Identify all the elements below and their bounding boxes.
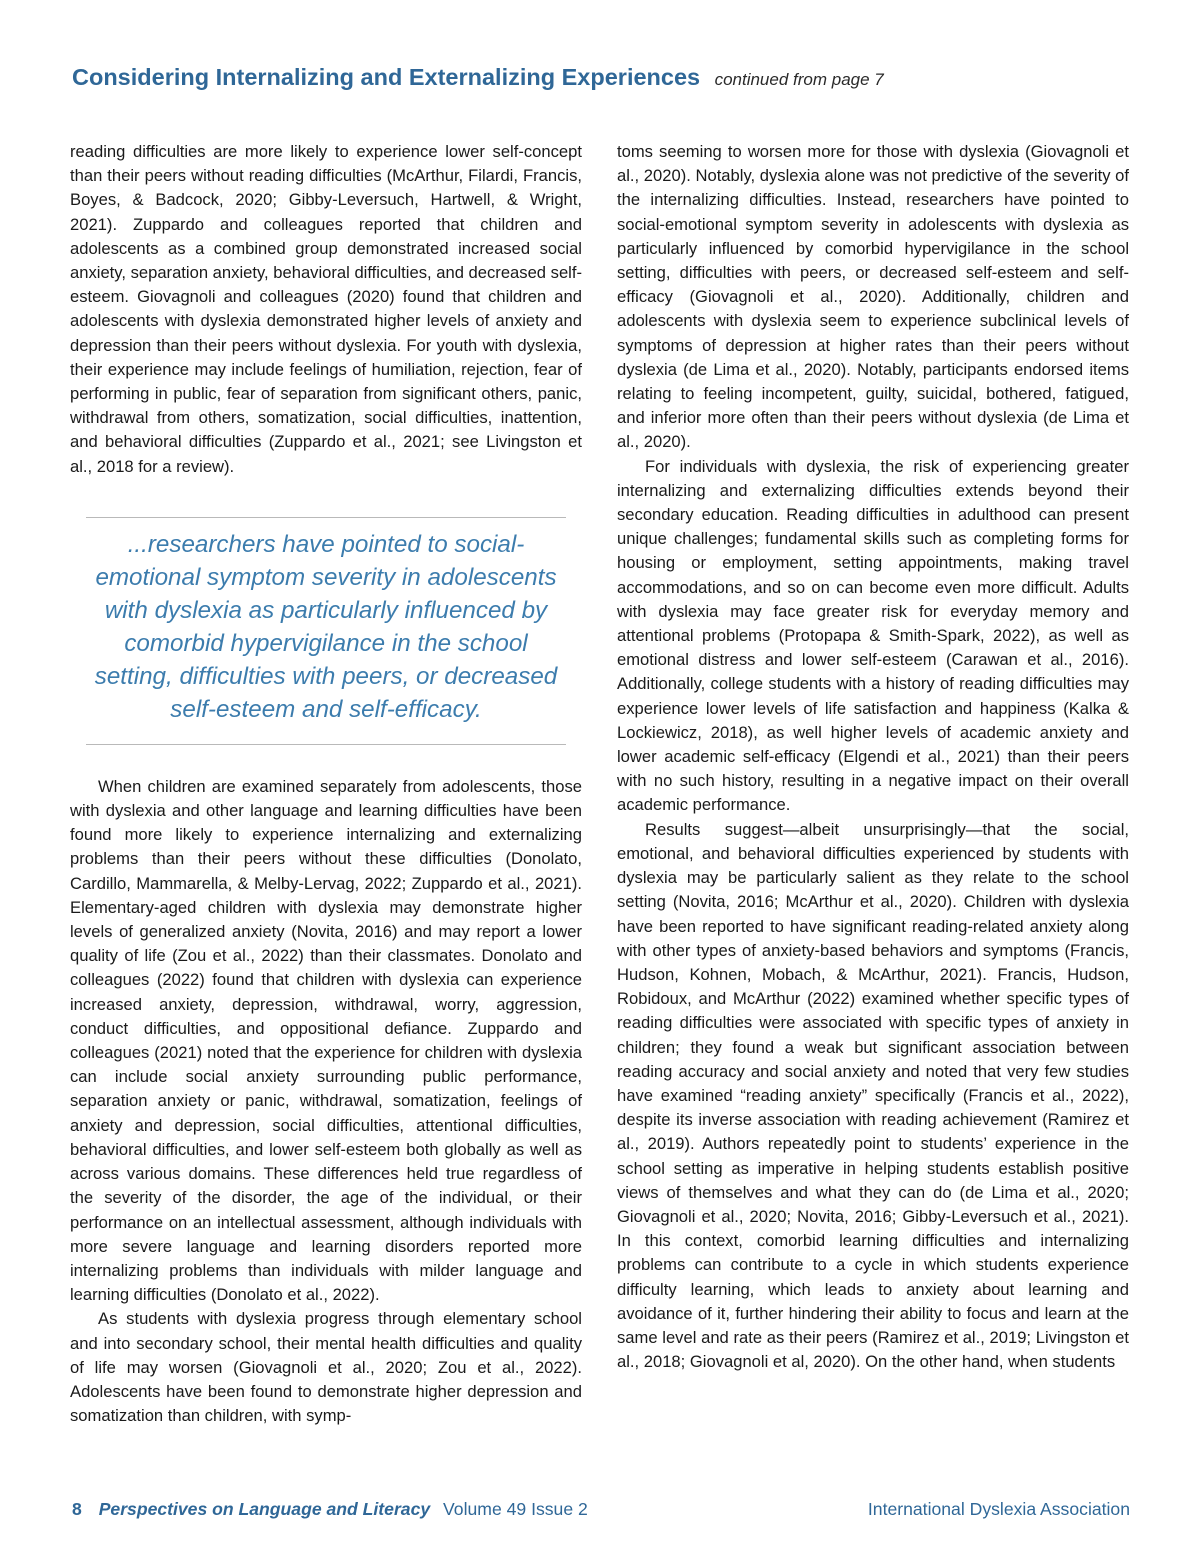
body-paragraph: For individuals with dyslexia, the risk of experiencing greater internalizing and externalizing difficulties extends beyond their secondary education. Reading difficulties in adulthood can present unique challenges; fundamental skills such as completing forms for housing or employment, setting appointments, making travel accommodations, and so on can become even more difficult. Adults with dyslexia may face greater risk for everyday memory and attentional problems (Protopapa & Smith-Spark, 2022), as well as emotional distress and lower self-esteem (Carawan et al., 2016). Additionally, college students with a history of reading difficulties may experience lower levels of life satisfaction and happiness (Kalka & Lockiewicz, 2018), as well higher levels of academic anxiety and lower academic self-efficacy (Elgendi et al., 2021) than their peers with no such history, resulting in a negative impact on their overall academic performance. — [617, 456, 1129, 815]
body-paragraph: As students with dyslexia progress through elementary school and into secondary school, their mental health difficulties and quality of life may worsen (Giovagnoli et al., 2020; Zou et al., 2022). Adolescents have been found to demonstrate higher depression and somatization than children, with symp- — [70, 1309, 582, 1426]
organization-name: International Dyslexia Association — [867, 1499, 1130, 1519]
publication-name: Perspectives on Language and Literacy — [98, 1499, 431, 1519]
page-header — [72, 64, 884, 91]
page-footer — [72, 1499, 1130, 1520]
page-number: 8 — [72, 1499, 82, 1519]
article-title: Considering Internalizing and Externalizing Experiences — [72, 64, 701, 90]
body-paragraph: Results suggest—albeit unsurprisingly—that the social, emotional, and behavioral difficulties experienced by students with dyslexia may be particularly salient as they relate to the school setting (Novita, 2016; McArthur et al., 2020). Children with dyslexia have been reported to have significant reading-related anxiety along with other types of anxiety-based behaviors and symptoms (Francis, Hudson, Kohnen, Mobach, & McArthur, 2021). Francis, Hudson, Robidoux, and McArthur (2022) examined whether specific types of reading difficulties were associated with specific types of anxiety in children; they found a weak but significant association between reading accuracy and social anxiety and noted that very few studies have examined “reading anxiety” specifically (Francis et al., 2022), despite its inverse association with reading achievement (Ramirez et al., 2019). Authors repeatedly point to students’ experience in the school setting as imperative in helping students establish positive views of themselves and what they can do (de Lima et al., 2020; Giovagnoli et al., 2020; Novita, 2016; Gibby-Leversuch et al., 2021). In this context, comorbid learning difficulties and internalizing problems can contribute to a cycle in which students experience difficulty learning, which leads to anxiety about learning and avoidance of it, further hindering their ability to focus and learn at the same level and rate as their peers (Ramirez et al., 2019; Livingston et al., 2018; Giovagnoli et al, 2020). On the other hand, when students — [617, 819, 1129, 1372]
pull-quote: ...researchers have pointed to social-emotional symptom severity in adolescents with dyslexia as particularly influenced by comorbid hypervigilance in the school setting, difficulties with peers, or decreased self-esteem and self-efficacy. — [86, 517, 566, 745]
body-paragraph: toms seeming to worsen more for those with dyslexia (Giovagnoli et al., 2020). Notably, dyslexia alone was not predictive of the severity of the internalizing difficulties. Instead, researchers have pointed to social-emotional symptom severity in adolescents with dyslexia as particularly influenced by comorbid hypervigilance in the school setting, difficulties with peers, or decreased self-esteem and self-efficacy (Giovagnoli et al., 2020). Additionally, children and adolescents with dyslexia seem to experience subclinical levels of symptoms of depression at higher rates than their peers without dyslexia (de Lima et al., 2020). Notably, participants endorsed items relating to feeling incompetent, guilty, suicidal, bothered, fatigued, and inferior more often than their peers without dyslexia (de Lima et al., 2020). — [617, 142, 1129, 452]
body-paragraph: reading difficulties are more likely to experience lower self-concept than their peers without reading difficulties (McArthur, Filardi, Francis, Boyes, & Badcock, 2020; Gibby-Leversuch, Hartwell, & Wright, 2021). Zuppardo and colleagues reported that children and adolescents as a combined group demonstrated increased social anxiety, separation anxiety, behavioral difficulties, and decreased self-esteem. Giovagnoli and colleagues (2020) found that children and adolescents with dyslexia demonstrated higher levels of anxiety and depression than their peers without dyslexia. For youth with dyslexia, their experience may include feelings of humiliation, rejection, fear of performing in public, fear of separation from significant others, panic, withdrawal from others, somatization, social difficulties, inattention, and behavioral difficulties (Zuppardo et al., 2021; see Livingston et al., 2018 for a review). — [70, 142, 582, 476]
continued-note: continued from page 7 — [714, 70, 884, 89]
body-paragraph: When children are examined separately from adolescents, those with dyslexia and other language and learning difficulties have been found more likely to experience internalizing and externalizing problems than their peers without these difficulties (Donolato, Cardillo, Mammarella, & Melby-Lervag, 2022; Zuppardo et al., 2021). Elementary-aged children with dyslexia may demonstrate higher levels of generalized anxiety (Novita, 2016) and may report a lower quality of life (Zou et al., 2022) than their classmates. Donolato and colleagues (2022) found that children with dyslexia can experience increased anxiety, depression, withdrawal, worry, aggression, conduct difficulties, and oppositional defiance. Zuppardo and colleagues (2021) noted that the experience for children with dyslexia can include social anxiety surrounding public performance, separation anxiety or panic, withdrawal, somatization, feelings of anxiety and depression, social difficulties, attentional difficulties, behavioral difficulties, and lower self-esteem both globally as well as across various domains. These differences held true regardless of the severity of the disorder, the age of the individual, or their performance on an intellectual assessment, although individuals with more severe language and learning disorders reported more internalizing problems than individuals with milder language and learning difficulties (Donolato et al., 2022). — [70, 776, 582, 1305]
volume-issue: Volume 49 Issue 2 — [443, 1499, 588, 1519]
left-column — [70, 140, 582, 1428]
right-column — [617, 140, 1129, 1374]
